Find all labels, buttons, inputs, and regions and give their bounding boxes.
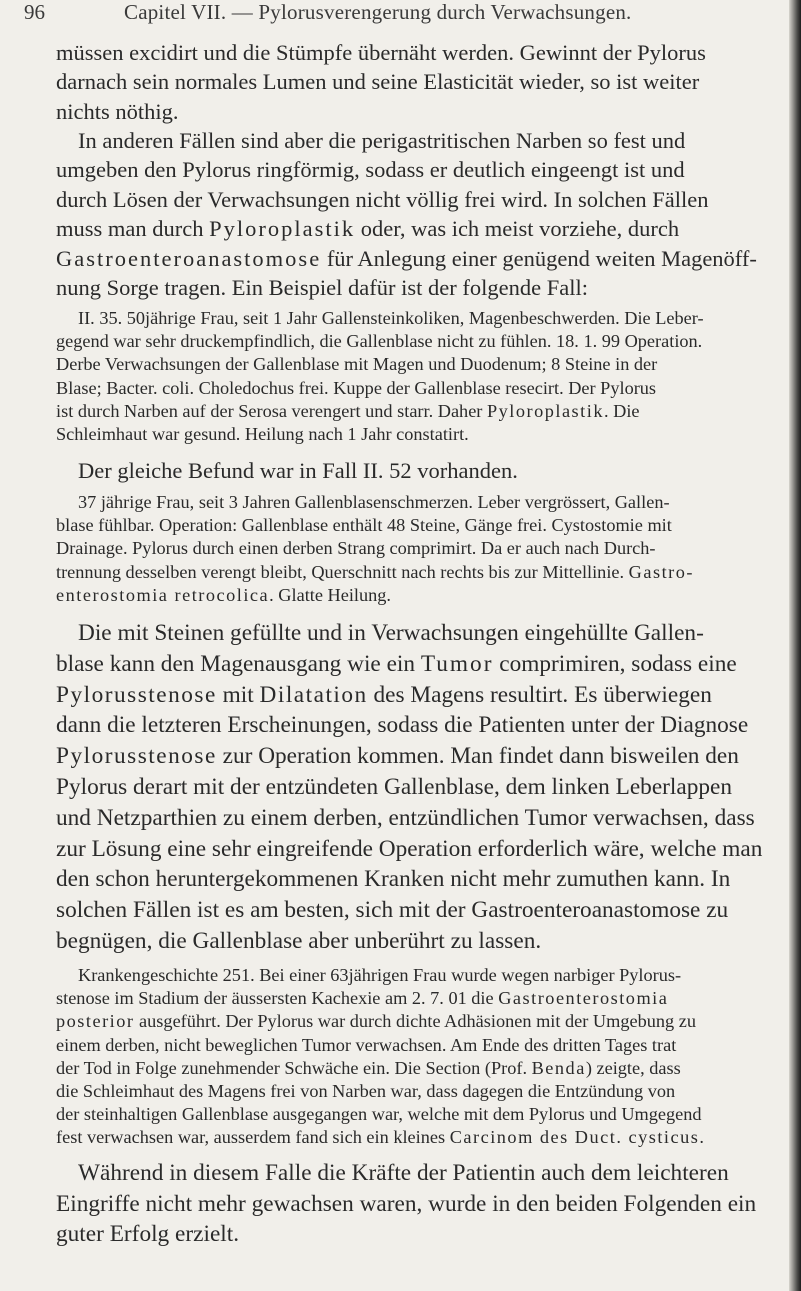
text-run: fest verwachsen war, ausserdem fand sich ein kleines — [56, 1127, 450, 1148]
text-line — [56, 1010, 786, 1033]
text-run: . Glatte Heilung. — [269, 584, 392, 605]
text-line: Schleimhaut war gesund. Heilung nach 1 Jahr constatirt. — [56, 424, 469, 445]
text-line: Drainage. Pylorus durch einen derben Strang comprimirt. Da er auch nach Durch- — [56, 538, 656, 559]
text-line — [56, 680, 786, 711]
running-title: Capitel VII. — Pylorusverengerung durch Verwachsungen. — [124, 0, 632, 24]
text-line: dann die letzteren Erscheinungen, sodass die Patienten unter der Diagnose — [56, 712, 749, 739]
text-line: II. 35. 50jährige Frau, seit 1 Jahr Gallensteinkoliken, Magenbeschwerden. Die Leber- — [78, 308, 704, 328]
text-line: blase fühlbar. Operation: Gallenblase enthält 48 Steine, Gänge frei. Cystostomie mit — [56, 515, 672, 536]
text-line — [56, 1057, 786, 1080]
emphasis-term: Pyloroplastik — [209, 216, 356, 242]
case-report-2 — [56, 491, 786, 607]
text-run: . — [699, 1127, 704, 1148]
text-line: nichts nöthig. — [56, 98, 179, 124]
text-line: Krankengeschichte 251. Bei einer 63jährigen Frau wurde wegen narbiger Pylorus- — [78, 965, 682, 985]
text-run: zur Operation kommen. Man findet dann bisweilen den — [216, 743, 739, 770]
text-line: 37 jährige Frau, seit 3 Jahren Gallenblasenschmerzen. Leber vergrössert, Gallen- — [78, 492, 670, 512]
text-line: guter Erfolg erzielt. — [56, 1221, 240, 1247]
text-line: Die mit Steinen gefüllte und in Verwachsungen eingehüllte Gallen- — [78, 620, 704, 646]
emphasis-term: enterostomia retrocolica — [56, 584, 270, 605]
emphasis-term: Gastroenteroanastomose — [56, 245, 322, 271]
paragraph-5 — [56, 1158, 786, 1250]
emphasis-term: posterior — [56, 1011, 135, 1032]
text-line — [56, 400, 786, 423]
emphasis-term: Gastroenterostomia — [498, 988, 669, 1009]
text-line: Pylorus derart mit der entzündeten Gallenblase, dem linken Leberlappen — [56, 773, 733, 800]
text-line: Derbe Verwachsungen der Gallenblase mit Magen und Duodenum; 8 Steine in der — [56, 354, 658, 375]
page-number: 96 — [24, 0, 45, 24]
text-line: darnach sein normales Lumen und seine Elasticität wieder, so ist weiter — [56, 69, 700, 95]
page-header — [24, 0, 784, 26]
emphasis-term: Pyloroplastik — [486, 400, 604, 421]
text-line: einem derben, nicht beweglichen Tumor verwachsen. Am Ende des dritten Tages trat — [56, 1034, 677, 1055]
text-line — [56, 987, 786, 1010]
text-line: der steinhaltigen Gallenblase ausgegangen war, welche mit dem Pylorus und Umgegend — [56, 1104, 702, 1125]
emphasis-term: Pylorusstenose — [56, 681, 217, 708]
text-line: Während in diesem Falle die Kräfte der Patientin auch dem leichteren — [78, 1160, 729, 1186]
text-line: und Netzparthien zu einem derben, entzündlichen Tumor verwachsen, dass — [56, 804, 755, 831]
emphasis-term: Carcinom des Duct. cysticus — [449, 1127, 700, 1148]
paragraph-2 — [56, 126, 786, 302]
emphasis-term: Benda — [531, 1057, 586, 1078]
text-line — [56, 244, 786, 273]
text-line: gegend war sehr druckempfindlich, die Gallenblase nicht zu fühlen. 18. 1. 99 Operation. — [56, 331, 703, 352]
text-line: nung Sorge tragen. Ein Beispiel dafür ist der folgende Fall: — [56, 275, 588, 301]
text-line: In anderen Fällen sind aber die perigastritischen Narben so fest und — [78, 128, 686, 153]
text-run: muss man durch — [56, 216, 210, 242]
text-line — [56, 584, 786, 607]
text-run: trennung desselben verengt bleibt, Querschnitt nach rechts bis zur Mittellinie. — [56, 561, 629, 582]
text-run: comprimiren, sodass eine — [493, 650, 737, 677]
emphasis-term: Gastro- — [628, 561, 694, 582]
text-line: Der gleiche Befund war in Fall II. 52 vorhanden. — [78, 458, 518, 483]
text-run: oder, was ich meist vorziehe, durch — [355, 216, 680, 242]
paragraph-1 — [56, 38, 786, 126]
page-edge-shadow — [789, 0, 801, 1291]
text-run: mit — [216, 681, 260, 708]
text-run: ist durch Narben auf der Serosa verengert und starr. Daher — [56, 400, 487, 421]
text-line: zur Lösung eine sehr eingreifende Operation erforderlich wäre, welche man — [56, 835, 763, 862]
text-line: solchen Fällen ist es am besten, sich mit der Gastroenteroanastomose zu — [56, 897, 729, 924]
text-run: stenose im Stadium der äussersten Kachexie am 2. 7. 01 die — [56, 988, 499, 1009]
text-run: ausgeführt. Der Pylorus war durch dichte Adhäsionen mit der Umgebung zu — [134, 1011, 696, 1032]
text-line — [56, 561, 786, 584]
text-line: müssen excidirt und die Stümpfe übernäht werden. Gewinnt der Pylorus — [56, 40, 706, 65]
text-run: blase kann den Magenausgang wie ein — [56, 650, 421, 677]
emphasis-term: Dilatation — [259, 681, 368, 708]
text-line: umgeben den Pylorus ringförmig, sodass er deutlich eingeengt ist und — [56, 157, 685, 183]
text-run: des Magens resultirt. Es überwiegen — [367, 681, 712, 708]
paragraph-4 — [56, 618, 786, 957]
emphasis-term: Tumor — [420, 650, 494, 677]
text-run: . Die — [603, 400, 640, 421]
text-run: ) zeigte, dass — [585, 1057, 681, 1078]
text-line — [56, 1126, 786, 1149]
text-line: den schon heruntergekommenen Kranken nicht mehr zumuthen kann. In — [56, 866, 731, 893]
text-line: begnügen, die Gallenblase aber unberührt zu lassen. — [56, 927, 542, 954]
case-report-3 — [56, 964, 786, 1150]
text-line: Blase; Bacter. coli. Choledochus frei. Kuppe der Gallenblase resecirt. Der Pylorus — [56, 377, 657, 398]
case-report-1 — [56, 307, 786, 446]
text-line: Eingriffe nicht mehr gewachsen waren, wurde in den beiden Folgenden ein — [56, 1190, 757, 1217]
text-line — [56, 649, 786, 680]
emphasis-term: Pylorusstenose — [56, 743, 217, 770]
text-line — [56, 741, 786, 772]
text-line — [56, 214, 786, 243]
text-line: die Schleimhaut des Magens frei von Narben war, dass dagegen die Entzündung von — [56, 1081, 676, 1102]
paragraph-3 — [56, 456, 786, 485]
text-run: für Anlegung einer genügend weiten Magenöff- — [321, 245, 757, 271]
text-run: der Tod in Folge zunehmender Schwäche ein. Die Section (Prof. — [56, 1057, 532, 1078]
text-line: durch Lösen der Verwachsungen nicht völlig frei wird. In solchen Fällen — [56, 186, 709, 212]
